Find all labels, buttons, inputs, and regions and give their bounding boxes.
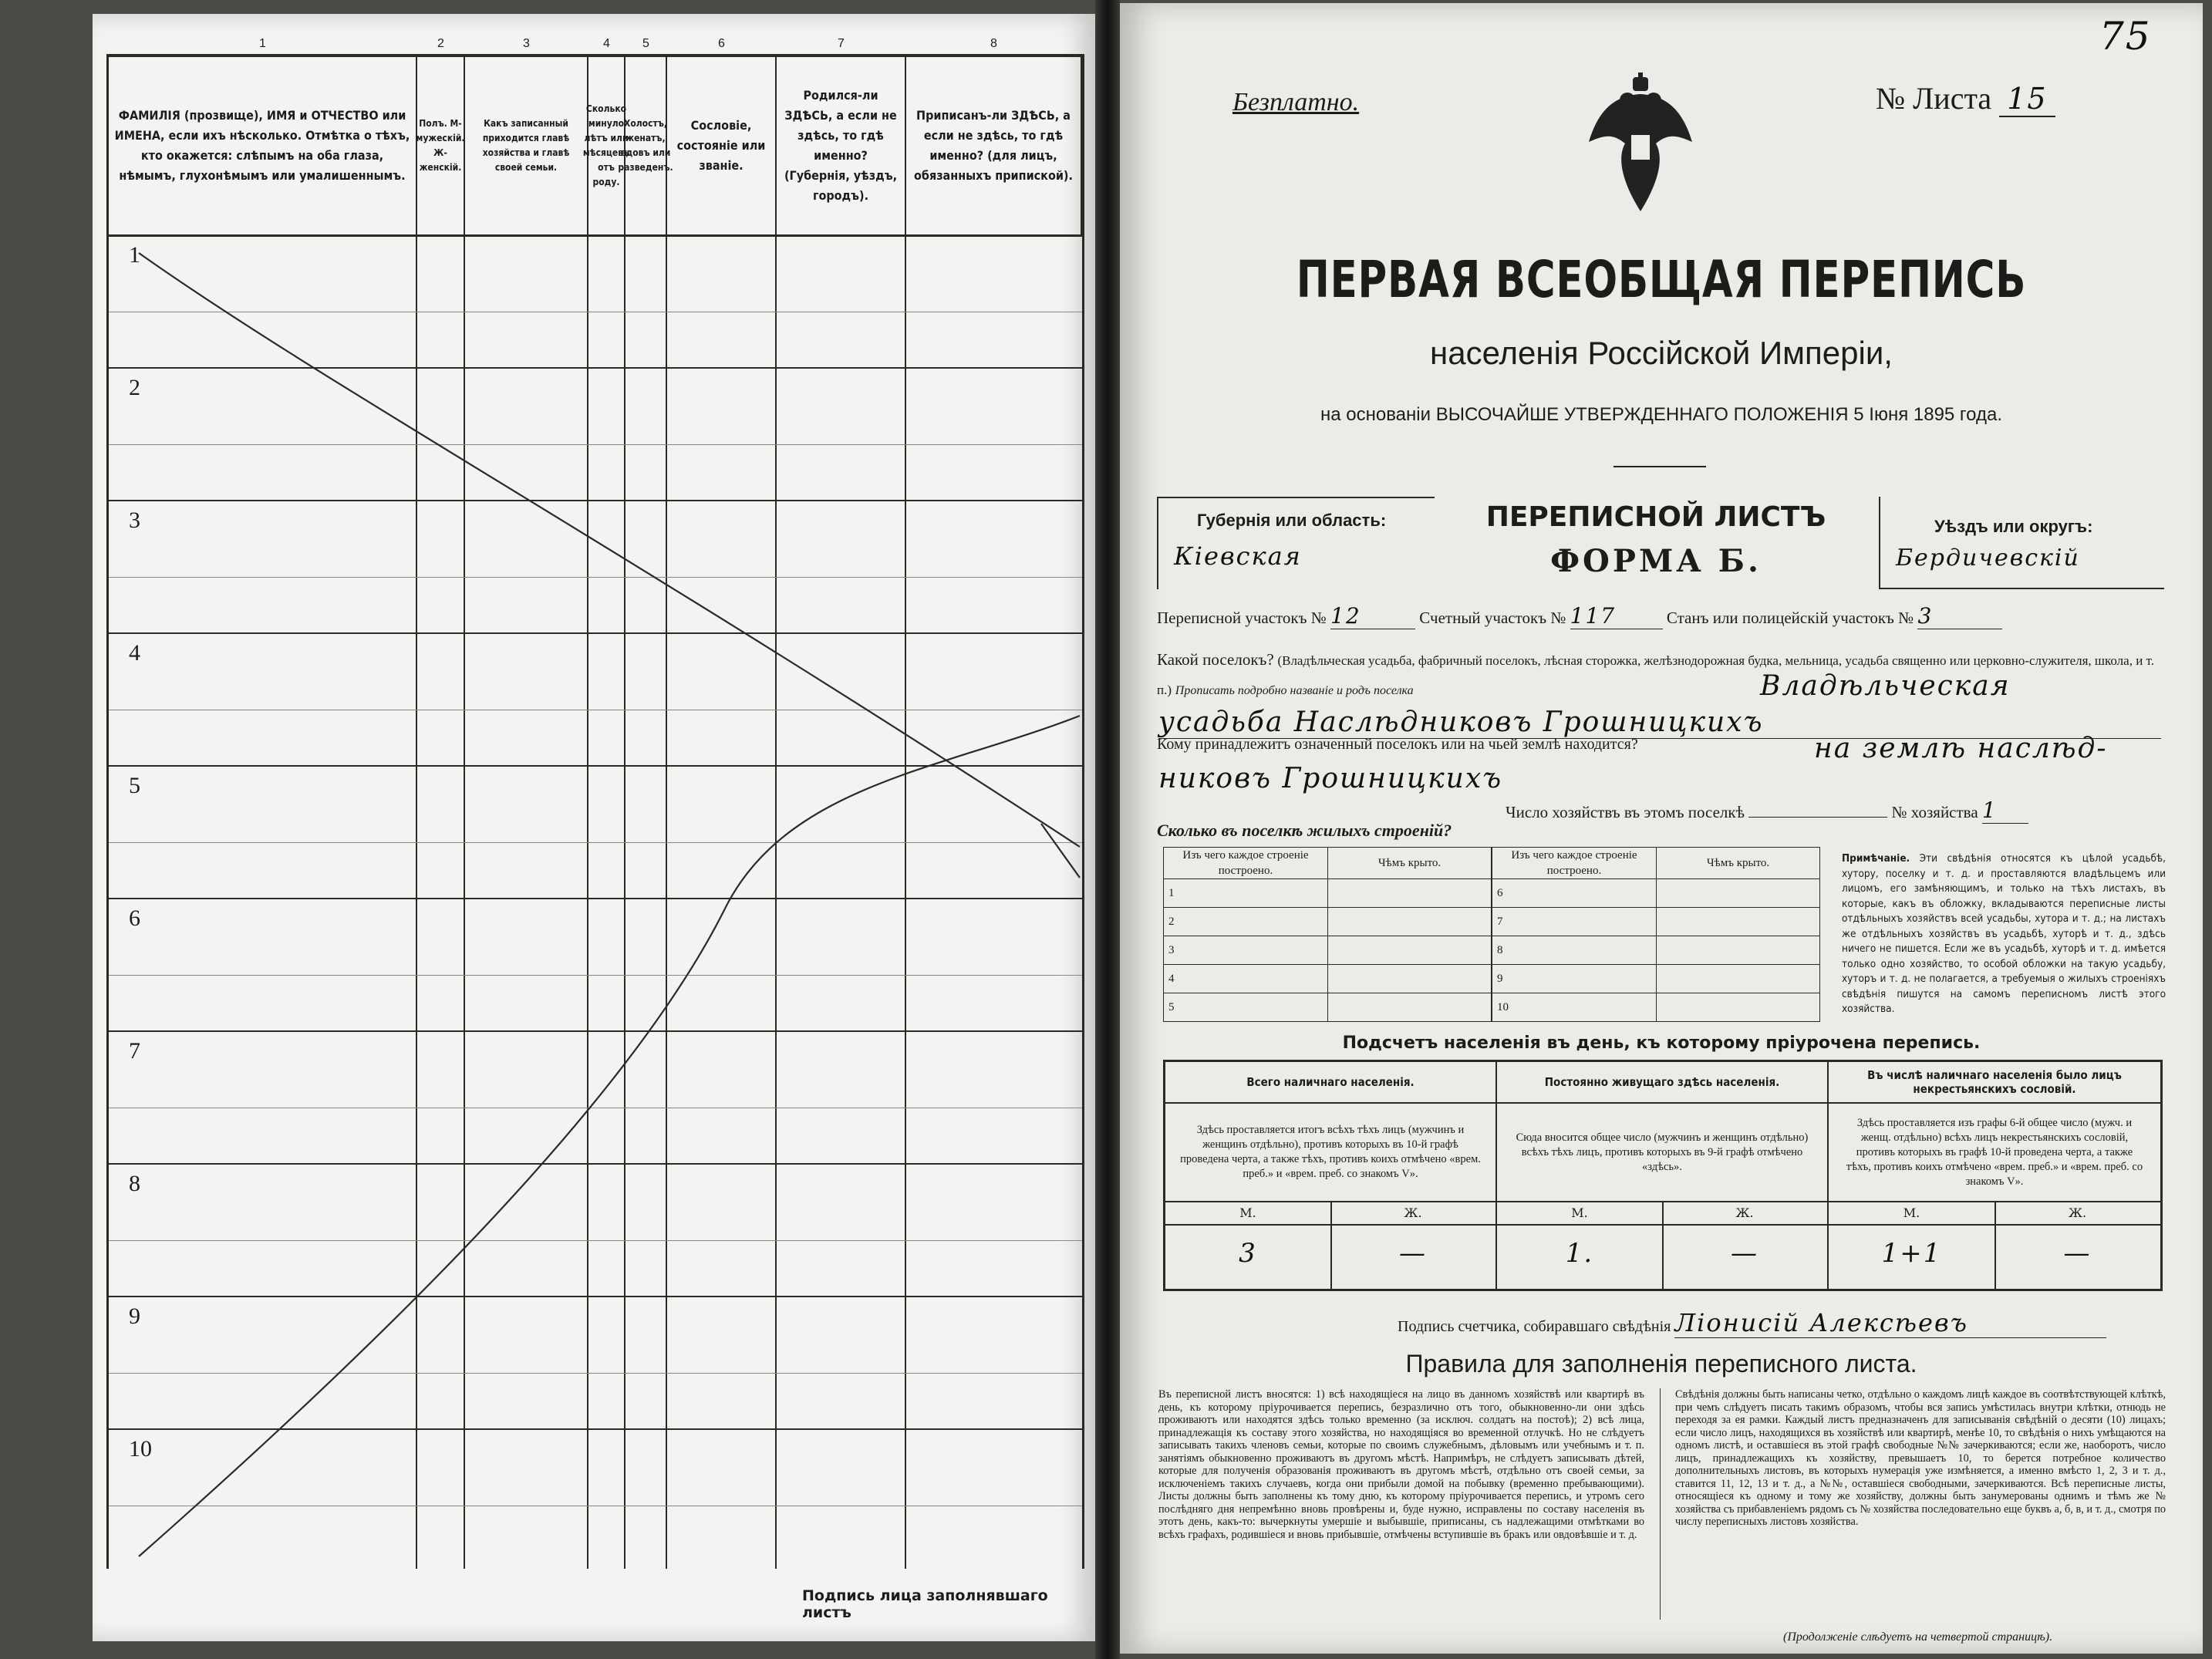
households-label: Число хозяйствъ въ этомъ поселкѣ — [1506, 803, 1745, 821]
count-column-1 — [1165, 1062, 1497, 1289]
bt-row-num: 5 — [1164, 993, 1328, 1022]
count-label: Счетный участокъ № — [1419, 609, 1566, 627]
count-head: Постоянно живущаго здѣсь населенія. — [1497, 1062, 1827, 1104]
row-number: 9 — [129, 1303, 140, 1329]
bt-row-num: 2 — [1164, 908, 1328, 936]
count-column-2 — [1497, 1062, 1829, 1289]
column-header-text: Родился-ли ЗДѢСЬ, а если не здѣсь, то гдѣ именно? (Губернія, уѣздъ, городъ). — [784, 88, 898, 203]
rules-divider — [1660, 1388, 1661, 1620]
bt-row-num: 8 — [1492, 936, 1657, 965]
uezd-label: Уѣздъ или округъ: — [1934, 517, 2093, 536]
district-label: Переписной участокъ № — [1157, 609, 1327, 627]
right-page — [1120, 3, 2203, 1654]
bt-head1: Изъ чего каждое строеніе построено. — [1164, 848, 1328, 879]
rules-left: Въ переписной листъ вносятся: 1) всѣ находящіеся на лицо въ данномъ хозяйствѣ или квартирѣ въ день, къ которому пріурочивается перепись, безразлично отъ того, обыкновенно-ли они здѣсь проживаютъ или находятся здѣсь только временно (за исключ. солдатъ на постоѣ); 2) всѣ лица, принадлежащія къ составу этого хозяйства, но находящіяся во временной отлучкѣ. Но не слѣдуетъ записывать такихъ членовъ семьи, которые по своимъ служебнымъ, дѣловымъ или учебнымъ и т. п. занятіямъ обыкновенно проживаютъ въ другомъ мѣстѣ. Напримѣръ, не слѣдуетъ записывать дѣтей, которые для полученія образованія проживаютъ въ другомъ мѣстѣ, отдѣльно отъ своей семьи, за исключеніемъ такихъ случаевъ, когда они прибыли домой на побывку (временно пребывающими). Листы должны быть заполнены къ тому дню, къ которому пріурочивается перепись, и утромъ сего послѣдняго дня непремѣнно вновь провѣрены и, буде нужно, исправлены по составу населенія въ этотъ день, какъ-то: вычеркнуты умершіе и выбывшіе, приписаны, съ надлежащими отмѣтками во всѣхъ графахъ, родившіеся и вновь прибывшіе, отмѣчены вступившіе въ бракъ или овдовѣвшіе и т. д. — [1158, 1388, 1644, 1541]
column-number: 3 — [523, 37, 530, 50]
bt-cell[interactable] — [1657, 936, 1820, 965]
rules-right: Свѣдѣнія должны быть написаны четко, отдѣльно о каждомъ лицѣ каждое въ соотвѣтствующей клѣткѣ, при чемъ слѣдуетъ писать такимъ образомъ, чтобы вся запись умѣстилась внутри клѣтки, отнюдь не переходя за ея рамки. Каждый листъ предназначенъ для записыванія свѣдѣній о десяти (10) лицахъ; если число лицъ, находящихся въ хозяйствѣ или квартирѣ, менѣе 10, то свѣдѣнія о нихъ умѣщаются на одномъ листѣ, и оставшіеся въ этой графѣ свободные №№ зачеркиваются; если же, наоборотъ, число лицъ, принадлежащихъ къ хозяйству, превышаетъ 10, то берется потребное количество дополнительныхъ листовъ, въ которыхъ нумерація уже измѣняется, а именно вмѣсто 1, 2, 3 и т. д., ставится 11, 12, 13 и т. д., а №№, оставшіеся свободными, зачеркиваются. Всѣ переписные листы, относящіеся къ одному и тому же хозяйству, должны быть занумерованы однимъ и тѣмъ же № хозяйства съ прибавленіемъ рядомъ съ № хозяйства последовательно еще буквъ а, б, в, и т. д., смотря по числу переписныхъ листовъ хозяйства. — [1675, 1388, 2166, 1528]
row-number: 3 — [129, 507, 140, 533]
column-number: 5 — [642, 37, 649, 50]
form-title: ПЕРЕПИСНОЙ ЛИСТЪ — [1485, 501, 1826, 533]
column-header-text: Сословіе, состояніе или званіе. — [676, 118, 766, 173]
count-m-value[interactable]: 1+1 — [1881, 1238, 1942, 1269]
count-m-label: М. — [1571, 1205, 1588, 1220]
left-footer-sign: Подпись лица заполнявшаго листъ — [802, 1587, 1048, 1621]
column-number: 7 — [838, 37, 845, 50]
column-number: 4 — [603, 37, 610, 50]
count-w-label: Ж. — [1404, 1205, 1422, 1220]
count-w-label: Ж. — [1735, 1205, 1754, 1220]
stan-label: Станъ или полицейскій участокъ № — [1666, 609, 1914, 627]
buildings-question: Сколько въ поселкѣ жилыхъ строеній? — [1157, 821, 1452, 840]
row-number: 5 — [129, 773, 140, 798]
uezd-box — [1879, 497, 2164, 589]
column-header-text: Приписанъ-ли ЗДѢСЬ, а если не здѣсь, то гдѣ именно? (для лицъ, обязанныхъ припиской). — [914, 108, 1073, 183]
row-number: 2 — [129, 375, 140, 400]
column-number: 8 — [990, 37, 997, 50]
basis-prefix: на основаніи — [1320, 404, 1431, 425]
continued-note: (Продолженіе слѣдуетъ на четвертой страницѣ). — [1783, 1630, 2053, 1644]
corner-mark: 75 — [2099, 14, 2152, 59]
row-number: 8 — [129, 1171, 140, 1196]
bt-head2: Чѣмъ крыто. — [1328, 848, 1492, 879]
bt-cell[interactable] — [1328, 908, 1492, 936]
households-line — [1506, 797, 2169, 824]
note — [1842, 851, 2166, 1017]
column-header-text: Полъ. М-мужескій. Ж-женскій. — [416, 118, 465, 173]
count-m-label: М. — [1903, 1205, 1920, 1220]
basis-line — [1120, 404, 2203, 426]
sheet-number-value: 15 — [1999, 82, 2055, 117]
form-name: ФОРМА Б. — [1550, 543, 1762, 579]
settlement-q: Какой поселокъ? — [1157, 650, 1274, 669]
bt-row-num: 10 — [1492, 993, 1657, 1022]
count-m-label: М. — [1239, 1205, 1256, 1220]
bt-cell[interactable] — [1657, 965, 1820, 993]
buildings-table-right — [1492, 847, 1820, 1022]
count-w-value[interactable]: — — [1399, 1238, 1427, 1269]
bt-row-num: 3 — [1164, 936, 1328, 965]
count-title: Подсчетъ населенія въ день, къ которому пріурочена перепись. — [1342, 1034, 1981, 1053]
count-head: Въ числѣ наличнаго населенія было лицъ некрестьянскихъ сословій. — [1829, 1062, 2160, 1104]
gubernia-box — [1157, 497, 1435, 589]
district-value: 12 — [1330, 603, 1415, 629]
count-m-value[interactable]: 1. — [1565, 1238, 1594, 1269]
subtitle: населенія Россійской Имперіи, — [1430, 335, 1893, 371]
settlement-hint: (Владѣльческая усадьба, фабричный поселокъ, лѣсная сторожка, желѣзнодорожная будка, мельница, усадьба священно или церковно-служителя, школа, и т. п.) — [1157, 653, 2154, 697]
stan-value: 3 — [1917, 603, 2002, 629]
line-strike — [93, 14, 1095, 1641]
row-number: 1 — [129, 242, 140, 268]
bt-row-num: 7 — [1492, 908, 1657, 936]
column-header-text: ФАМИЛІЯ (прозвище), ИМЯ и ОТЧЕСТВО или ИМЕНА, если ихъ нѣсколько. Отмѣтка о тѣхъ, кто окажется: слѣпымъ на оба глаза, нѣмымъ, глухонѣмымъ или умалишеннымъ. — [114, 108, 410, 183]
column-header-text: Сколько минуло лѣтъ или мѣсяцевъ отъ роду. — [582, 103, 630, 187]
column-number: 1 — [259, 37, 266, 50]
column-header-text: Какъ записанный приходится главѣ хозяйства и главѣ своей семьи. — [482, 118, 570, 173]
row-number: 4 — [129, 640, 140, 666]
bt-cell[interactable] — [1657, 879, 1820, 908]
settlement-hw2: усадьба Наслѣдниковъ Грошницкихъ — [1158, 706, 2161, 739]
uezd-value: Бердичевскій — [1896, 545, 2080, 572]
count-m-value[interactable]: 3 — [1239, 1238, 1257, 1269]
buildings-table-left — [1163, 847, 1492, 1022]
bt-row-num: 4 — [1164, 965, 1328, 993]
row-number: 7 — [129, 1038, 140, 1064]
household-no-label: № хозяйства — [1891, 803, 1978, 821]
count-body: Здѣсь проставляется изъ графы 6-й общее число (мужч. и женщ. отдѣльно) всѣхъ лицъ некрестьянскихъ сословій, противъ которыхъ въ графѣ 10-й проведена черта, а также тѣхъ, противъ коихъ отмѣчено «врем. преб.» и «врем. преб. со знакомъ V». — [1846, 1116, 2143, 1188]
district-line — [1157, 603, 2167, 629]
book-gutter — [1095, 0, 1120, 1659]
rules-title: Правила для заполненія переписного листа. — [1405, 1350, 1917, 1377]
owner-hw1: на землѣ наслѣд- — [1814, 733, 2108, 764]
row-number: 10 — [129, 1436, 152, 1462]
count-column-3 — [1829, 1062, 2160, 1289]
count-body: Сюда вносится общее число (мужчинъ и женщинъ отдѣльно) всѣхъ тѣхъ лицъ, противъ которыхъ въ 9-й графѣ отмѣчено «здѣсь». — [1516, 1131, 1809, 1173]
column-number: 6 — [718, 37, 725, 50]
household-no-value: 1 — [1982, 797, 2028, 824]
gubernia-label: Губернія или область: — [1197, 511, 1387, 530]
count-w-value[interactable]: — — [1731, 1238, 1758, 1269]
settlement-question — [1157, 645, 2167, 706]
sheet-number — [1876, 80, 2055, 116]
count-w-label: Ж. — [2068, 1205, 2087, 1220]
row-number: 6 — [129, 905, 140, 931]
settlement-note: Прописать подробно названіе и родъ поселка — [1175, 684, 1414, 697]
count-head: Всего наличнаго населенія. — [1165, 1062, 1495, 1104]
bt-cell[interactable] — [1657, 993, 1820, 1022]
column-number: 2 — [437, 37, 444, 50]
divider — [1613, 466, 1706, 467]
note-title: Примѣчаніе. — [1842, 852, 1910, 865]
bt-head1b: Изъ чего каждое строеніе построено. — [1492, 848, 1657, 879]
count-body: Здѣсь проставляется итогъ всѣхъ тѣхъ лицъ (мужчинъ и женщинъ отдѣльно), противъ которыхъ въ 10-й графѣ проведена черта, а также тѣхъ, противъ коихъ отмѣчено «врем. преб.» и «врем. преб. со знакомъ V». — [1180, 1124, 1481, 1180]
eagle-emblem — [1583, 72, 1698, 219]
bt-cell[interactable] — [1328, 879, 1492, 908]
owner-hw2: никовъ Грошницкихъ — [1158, 763, 1503, 794]
settlement-hw1: Владѣльческая — [1760, 670, 2011, 702]
count-value: 117 — [1570, 603, 1663, 629]
main-title: ПЕРВАЯ ВСЕОБЩАЯ ПЕРЕПИСЬ — [1296, 250, 2027, 309]
count-w-value[interactable]: — — [2063, 1238, 2092, 1269]
column-header-text: Холостъ, женатъ, вдовъ или разведенъ. — [618, 118, 673, 173]
bt-row-num: 6 — [1492, 879, 1657, 908]
left-page — [93, 14, 1095, 1641]
gubernia-value: Кіевская — [1174, 541, 1302, 571]
bt-cell[interactable] — [1328, 965, 1492, 993]
free-label: Безплатно. — [1232, 88, 1360, 116]
sheet-number-label: № Листа — [1876, 81, 1992, 116]
counter-sign-line — [1398, 1308, 2169, 1338]
bt-cell[interactable] — [1328, 993, 1492, 1022]
counter-sign-value: Ліонисій Алексѣевъ — [1674, 1308, 2106, 1338]
bt-head2b: Чѣмъ крыто. — [1657, 848, 1820, 879]
bt-cell[interactable] — [1328, 936, 1492, 965]
counter-sign-label: Подпись счетчика, собиравшаго свѣдѣнія — [1398, 1318, 1671, 1335]
bt-row-num: 9 — [1492, 965, 1657, 993]
note-text: Эти свѣдѣнія относятся къ цѣлой усадьбѣ, хутору, поселку и т. д. и проставляются владѣльцемъ или лицомъ, его замѣняющимъ, и только на тѣхъ листахъ, въ которые, какъ въ обложку, вкладываются переписные листы отдѣльныхъ хозяйствъ всей усадьбы, хутора и т. д.; на листахъ же отдѣльныхъ хозяйствъ въ усадьбѣ, хуторѣ и т. д., здѣсь ничего не пишется. Если же въ усадьбѣ, хуторѣ и т. д. имѣется только одно хозяйство, то особой обложки на такую усадьбу, хуторъ и т. д. не полагается, а требуемыя о жилыхъ строеніяхъ свѣдѣнія пишутся на самомъ переписномъ листѣ этого хозяйства. — [1842, 852, 2166, 1015]
bt-row-num: 1 — [1164, 879, 1328, 908]
owner-question: Кому принадлежитъ означенный поселокъ или на чьей землѣ находится? — [1157, 736, 1638, 753]
basis-caps: ВЫСОЧАЙШЕ УТВЕРЖДЕННАГО ПОЛОЖЕНІЯ 5 Іюня 1895 года. — [1435, 404, 2002, 425]
bt-cell[interactable] — [1657, 908, 1820, 936]
population-count-table — [1163, 1060, 2163, 1291]
